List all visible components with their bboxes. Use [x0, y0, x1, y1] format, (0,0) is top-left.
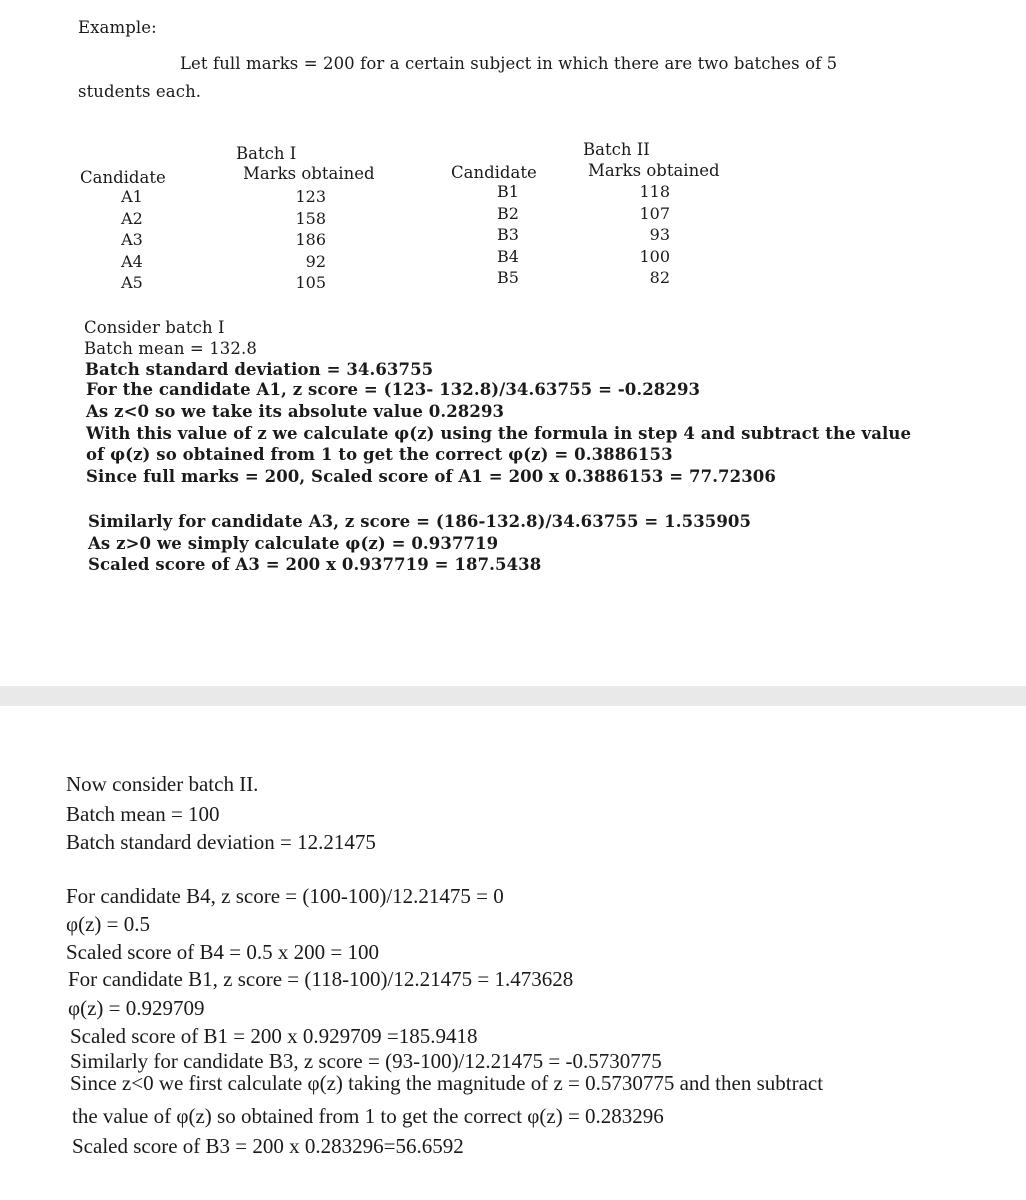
- b4-z-score: For candidate B4, z score = (100-100)/12.21475 = 0: [66, 884, 504, 908]
- batch2-std-dev: Batch standard deviation = 12.21475: [66, 830, 376, 854]
- table-cell: 186: [295, 230, 326, 249]
- batch1-marks-header: Marks obtained: [243, 164, 375, 183]
- intro-line-2: students each.: [78, 82, 202, 101]
- table-cell: 118: [639, 182, 670, 201]
- table-cell: 100: [639, 246, 670, 266]
- a1-z-score: For the candidate A1, z score = (123- 132.8)/34.63755 = -0.28293: [86, 380, 701, 399]
- table-cell: A2: [121, 208, 143, 228]
- a3-phi: As z>0 we simply calculate φ(z) = 0.937719: [88, 534, 499, 553]
- table-cell: B1: [497, 182, 519, 201]
- table-cell: 82: [649, 268, 670, 287]
- a3-scaled-score: Scaled score of A3 = 200 x 0.937719 = 187.5438: [88, 555, 542, 574]
- batch2-candidate-column: [484, 181, 532, 289]
- table-cell: 92: [305, 251, 326, 271]
- batch1-candidate-header: Candidate: [80, 168, 166, 187]
- batch2-title: Batch II: [583, 140, 650, 159]
- a1-phi-calculation-1: With this value of z we calculate φ(z) using the formula in step 4 and subtract the value: [86, 424, 912, 443]
- batch1-mean: Batch mean = 132.8: [84, 339, 257, 358]
- intro-line-1: Let full marks = 200 for a certain subject in which there are two batches of 5: [180, 54, 838, 73]
- batch1-candidate-column: [108, 186, 156, 294]
- table-cell: B4: [497, 246, 519, 266]
- table-cell: A3: [121, 230, 143, 249]
- b1-phi: φ(z) = 0.929709: [68, 996, 205, 1020]
- b4-phi: φ(z) = 0.5: [66, 912, 151, 936]
- document-page-2: [0, 706, 1026, 1200]
- table-cell: 107: [639, 203, 670, 223]
- batch2-candidate-header: Candidate: [451, 163, 537, 182]
- table-cell: 93: [649, 225, 670, 244]
- batch1-marks-column: [260, 186, 326, 294]
- a1-phi-calculation-2: of φ(z) so obtained from 1 to get the correct φ(z) = 0.3886153: [86, 445, 673, 464]
- table-cell: A4: [121, 251, 143, 271]
- example-heading: Example:: [78, 18, 157, 37]
- batch1-title: Batch I: [236, 144, 297, 163]
- batch2-marks-column: [606, 181, 670, 289]
- batch2-mean: Batch mean = 100: [66, 802, 220, 826]
- a1-absolute-value: As z<0 so we take its absolute value 0.28293: [86, 402, 505, 421]
- b3-magnitude-1: Since z<0 we first calculate φ(z) taking the magnitude of z = 0.5730775 and then subtract: [70, 1071, 824, 1095]
- table-cell: B2: [497, 203, 519, 223]
- table-cell: A1: [121, 187, 143, 206]
- a1-scaled-score: Since full marks = 200, Scaled score of A1 = 200 x 0.3886153 = 77.72306: [86, 467, 776, 486]
- table-cell: A5: [121, 273, 143, 292]
- batch1-heading: Consider batch I: [84, 318, 225, 337]
- b1-z-score: For candidate B1, z score = (118-100)/12.21475 = 1.473628: [68, 967, 574, 991]
- b3-z-score: Similarly for candidate B3, z score = (93-100)/12.21475 = -0.5730775: [70, 1049, 662, 1073]
- table-cell: 123: [295, 187, 326, 206]
- b4-scaled-score: Scaled score of B4 = 0.5 x 200 = 100: [66, 940, 379, 964]
- table-cell: 105: [295, 273, 326, 292]
- table-cell: 158: [295, 208, 326, 228]
- b1-scaled-score: Scaled score of B1 = 200 x 0.929709 =185.9418: [70, 1024, 478, 1048]
- table-cell: B5: [497, 268, 519, 287]
- batch2-heading: Now consider batch II.: [66, 772, 259, 796]
- table-cell: B3: [497, 225, 519, 244]
- a3-z-score: Similarly for candidate A3, z score = (186-132.8)/34.63755 = 1.535905: [88, 512, 752, 531]
- b3-scaled-score: Scaled score of B3 = 200 x 0.283296=56.6592: [72, 1134, 464, 1158]
- b3-magnitude-2: the value of φ(z) so obtained from 1 to get the correct φ(z) = 0.283296: [72, 1104, 664, 1128]
- batch1-std-dev: Batch standard deviation = 34.63755: [85, 360, 434, 379]
- batch2-marks-header: Marks obtained: [588, 161, 720, 180]
